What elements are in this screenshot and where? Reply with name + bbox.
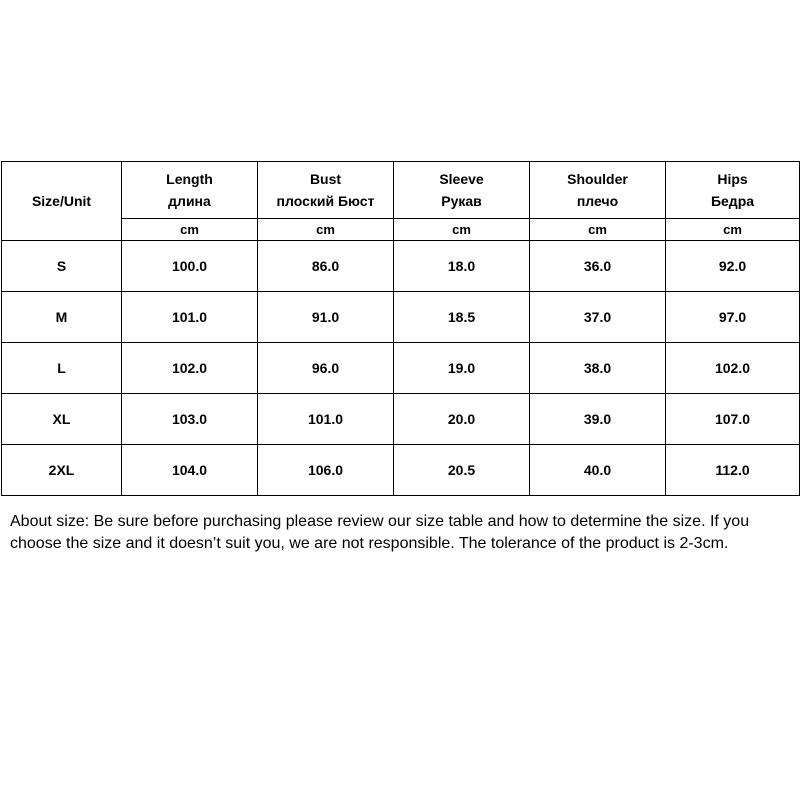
column-header-ru: Рукав: [441, 193, 482, 209]
value-cell: 102.0: [122, 343, 258, 394]
column-header-en: Bust: [309, 171, 342, 187]
unit-cell: cm: [258, 219, 394, 241]
unit-cell: cm: [122, 219, 258, 241]
value-cell: 40.0: [530, 445, 666, 496]
value-cell: 102.0: [666, 343, 800, 394]
column-header-ru: плоский Бюст: [276, 193, 375, 209]
value-cell: 18.5: [394, 292, 530, 343]
value-cell: 100.0: [122, 241, 258, 292]
size-label-cell: XL: [2, 394, 122, 445]
column-header-sleeve: [394, 162, 530, 219]
column-header-en: Shoulder: [567, 171, 628, 187]
column-header-length: [122, 162, 258, 219]
value-cell: 112.0: [666, 445, 800, 496]
column-header-ru: плечо: [576, 193, 619, 209]
value-cell: 19.0: [394, 343, 530, 394]
size-label-cell: M: [2, 292, 122, 343]
column-header-en: Hips: [717, 171, 748, 187]
size-label-cell: L: [2, 343, 122, 394]
size-note: About size: Be sure before purchasing please review our size table and how to determine the size. If you choose the size and it doesn’t suit you, we are not responsible. The tolerance of the product is 2-3cm.: [10, 513, 750, 552]
value-cell: 103.0: [122, 394, 258, 445]
column-header-ru: длина: [168, 193, 211, 209]
table-header-row: [2, 162, 800, 219]
column-header-en: Length: [166, 171, 213, 187]
table-row: [2, 394, 800, 445]
size-label-cell: 2XL: [2, 445, 122, 496]
value-cell: 97.0: [666, 292, 800, 343]
value-cell: 18.0: [394, 241, 530, 292]
column-header-bust: [258, 162, 394, 219]
value-cell: 20.5: [394, 445, 530, 496]
table-row: [2, 241, 800, 292]
value-cell: 104.0: [122, 445, 258, 496]
value-cell: 107.0: [666, 394, 800, 445]
table-row: [2, 343, 800, 394]
size-label-cell: S: [2, 241, 122, 292]
corner-header-cell: Size/Unit: [2, 162, 122, 241]
unit-cell: cm: [394, 219, 530, 241]
value-cell: 101.0: [122, 292, 258, 343]
value-cell: 39.0: [530, 394, 666, 445]
value-cell: 36.0: [530, 241, 666, 292]
value-cell: 91.0: [258, 292, 394, 343]
value-cell: 101.0: [258, 394, 394, 445]
value-cell: 96.0: [258, 343, 394, 394]
unit-row: [2, 219, 800, 241]
column-header-shoulder: [530, 162, 666, 219]
value-cell: 20.0: [394, 394, 530, 445]
value-cell: 92.0: [666, 241, 800, 292]
value-cell: 106.0: [258, 445, 394, 496]
value-cell: 38.0: [530, 343, 666, 394]
value-cell: 37.0: [530, 292, 666, 343]
unit-cell: cm: [530, 219, 666, 241]
size-table: [1, 161, 800, 496]
column-header-en: Sleeve: [439, 171, 484, 187]
value-cell: 86.0: [258, 241, 394, 292]
table-row: [2, 292, 800, 343]
table-row: [2, 445, 800, 496]
column-header-hips: [666, 162, 800, 219]
unit-cell: cm: [666, 219, 800, 241]
column-header-ru: Бедра: [710, 193, 755, 209]
